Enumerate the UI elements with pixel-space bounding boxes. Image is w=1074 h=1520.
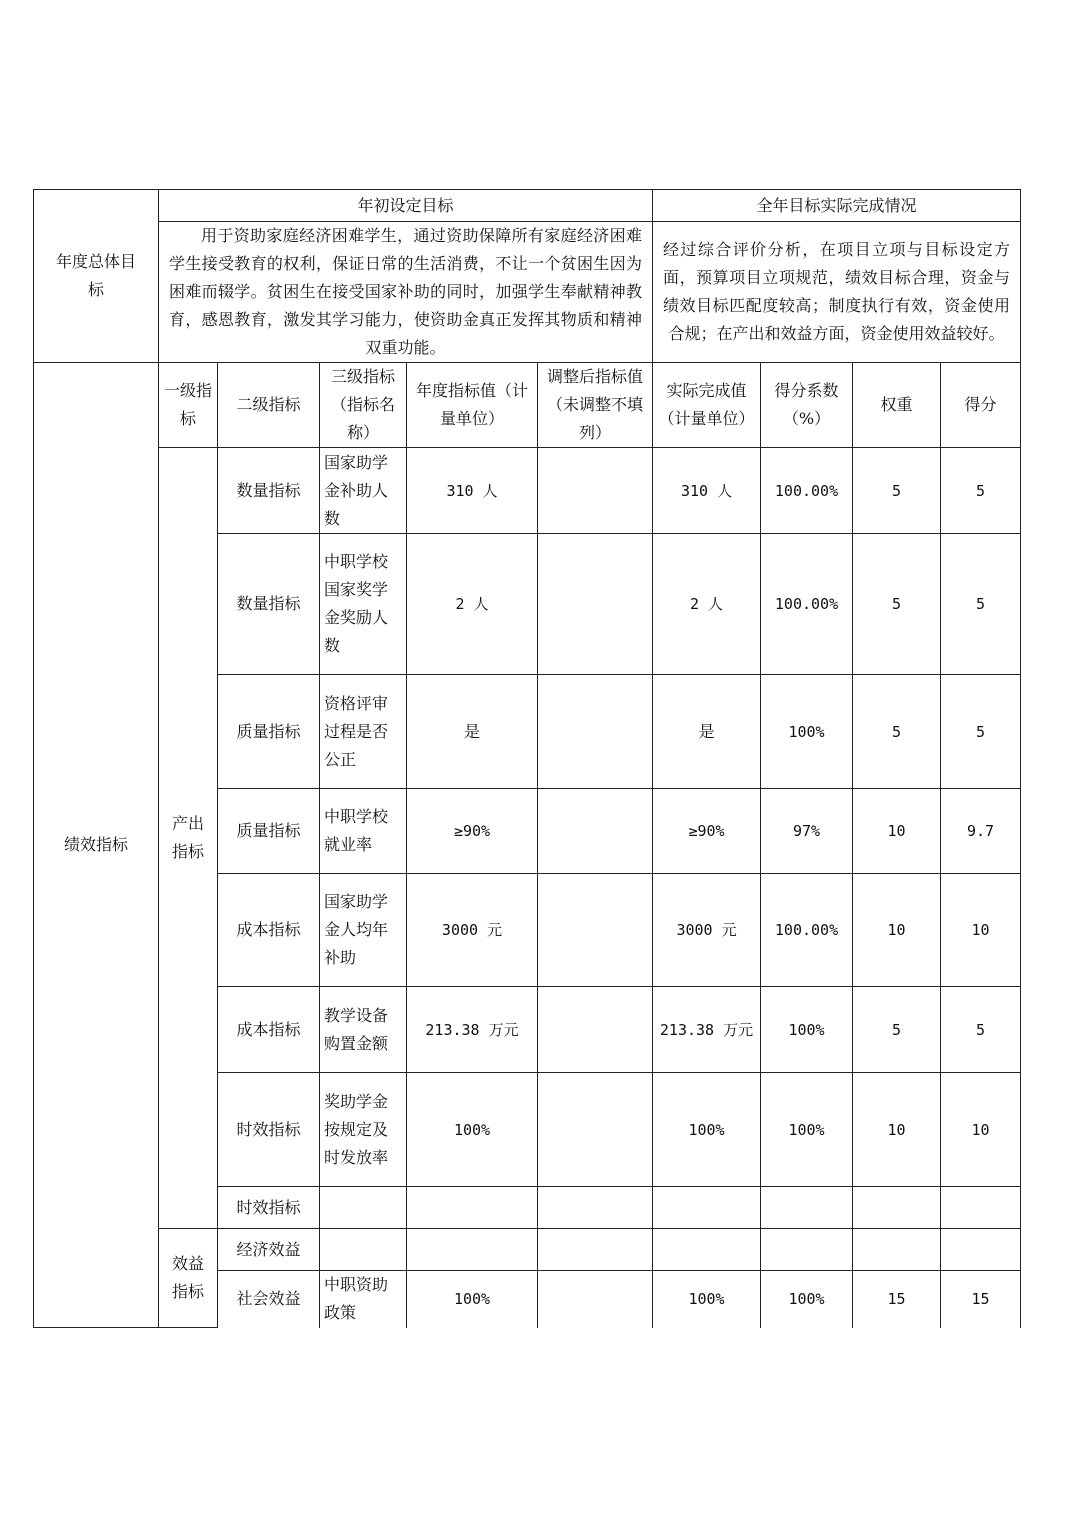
level3-indicator: 中职资助政策: [320, 1271, 407, 1328]
adjusted-target-value: [538, 987, 653, 1073]
adjusted-target-value: [538, 1229, 653, 1271]
score-value: [941, 1187, 1021, 1229]
actual-value: 3000 元: [653, 874, 761, 987]
level3-indicator: [320, 1187, 407, 1229]
score-value: 5: [941, 534, 1021, 675]
header-weight: 权重: [853, 363, 941, 448]
annual-target-value: 100%: [407, 1073, 538, 1187]
header-score-coefficient: 得分系数（%）: [761, 363, 853, 448]
score-coefficient: 100%: [761, 675, 853, 789]
weight-value: 5: [853, 987, 941, 1073]
header-score: 得分: [941, 363, 1021, 448]
level2-indicator: 时效指标: [218, 1073, 320, 1187]
level2-indicator: 成本指标: [218, 987, 320, 1073]
weight-value: 5: [853, 448, 941, 534]
actual-value: 213.38 万元: [653, 987, 761, 1073]
level2-indicator: 质量指标: [218, 789, 320, 874]
level2-indicator: 经济效益: [218, 1229, 320, 1271]
level2-indicator: 成本指标: [218, 874, 320, 987]
score-value: 10: [941, 1073, 1021, 1187]
score-value: 15: [941, 1271, 1021, 1328]
header-annual-value: 年度指标值（计量单位）: [407, 363, 538, 448]
adjusted-target-value: [538, 448, 653, 534]
level3-indicator: [320, 1229, 407, 1271]
actual-value: 是: [653, 675, 761, 789]
actual-value: [653, 1229, 761, 1271]
header-level1: 一级指标: [159, 363, 218, 448]
score-coefficient: 100.00%: [761, 448, 853, 534]
adjusted-target-value: [538, 874, 653, 987]
header-adjusted-value: 调整后指标值（未调整不填列）: [538, 363, 653, 448]
actual-value: 2 人: [653, 534, 761, 675]
output-indicators-label: 产出指标: [159, 448, 218, 1229]
actual-value: 100%: [653, 1073, 761, 1187]
performance-indicators-label: 绩效指标: [34, 363, 159, 1328]
score-value: 5: [941, 675, 1021, 789]
weight-value: 15: [853, 1271, 941, 1328]
actual-completion-text: 经过综合评价分析，在项目立项与目标设定方面，预算项目立项规范，绩效目标合理，资金与绩效目标匹配度较高；制度执行有效，资金使用合规；在产出和效益方面，资金使用效益较好。: [653, 222, 1021, 363]
indicator-row: [34, 448, 1021, 534]
level3-indicator: 国家助学金补助人数: [320, 448, 407, 534]
score-coefficient: 100%: [761, 1073, 853, 1187]
level3-indicator: 资格评审过程是否公正: [320, 675, 407, 789]
weight-value: [853, 1229, 941, 1271]
performance-table: [33, 189, 1021, 1328]
score-value: 5: [941, 987, 1021, 1073]
actual-completion-header: 全年目标实际完成情况: [653, 190, 1021, 222]
annual-target-value: 2 人: [407, 534, 538, 675]
actual-value: ≥90%: [653, 789, 761, 874]
level2-indicator: 数量指标: [218, 448, 320, 534]
level2-indicator: 社会效益: [218, 1271, 320, 1328]
weight-value: 10: [853, 1073, 941, 1187]
adjusted-target-value: [538, 789, 653, 874]
weight-value: 5: [853, 675, 941, 789]
initial-goal-text: 用于资助家庭经济困难学生，通过资助保障所有家庭经济困难学生接受教育的权利，保证日常的生活消费，不让一个贫困生因为困难而辍学。贫困生在接受国家补助的同时，加强学生奉献精神教育，感恩教育，激发其学习能力，使资助金真正发挥其物质和精神双重功能。: [159, 222, 653, 363]
adjusted-target-value: [538, 1187, 653, 1229]
header-actual-value: 实际完成值（计量单位）: [653, 363, 761, 448]
annual-target-value: [407, 1229, 538, 1271]
level2-indicator: 质量指标: [218, 675, 320, 789]
weight-value: 10: [853, 874, 941, 987]
level2-indicator: 数量指标: [218, 534, 320, 675]
indicator-row: [34, 1229, 1021, 1271]
annual-target-value: [407, 1187, 538, 1229]
adjusted-target-value: [538, 534, 653, 675]
adjusted-target-value: [538, 675, 653, 789]
score-coefficient: [761, 1229, 853, 1271]
benefit-indicators-label: 效益指标: [159, 1229, 218, 1328]
initial-goal-header: 年初设定目标: [159, 190, 653, 222]
annual-target-value: 213.38 万元: [407, 987, 538, 1073]
actual-value: [653, 1187, 761, 1229]
annual-target-value: 是: [407, 675, 538, 789]
score-value: [941, 1229, 1021, 1271]
actual-value: 100%: [653, 1271, 761, 1328]
weight-value: [853, 1187, 941, 1229]
header-level2: 二级指标: [218, 363, 320, 448]
level3-indicator: 中职学校国家奖学金奖励人数: [320, 534, 407, 675]
annual-target-value: ≥90%: [407, 789, 538, 874]
score-coefficient: 100.00%: [761, 534, 853, 675]
level3-indicator: 国家助学金人均年补助: [320, 874, 407, 987]
adjusted-target-value: [538, 1073, 653, 1187]
annual-target-value: 100%: [407, 1271, 538, 1328]
overall-goal-label: 年度总体目标: [34, 190, 159, 363]
annual-target-value: 3000 元: [407, 874, 538, 987]
level3-indicator: 中职学校就业率: [320, 789, 407, 874]
score-value: 9.7: [941, 789, 1021, 874]
score-value: 10: [941, 874, 1021, 987]
actual-value: 310 人: [653, 448, 761, 534]
adjusted-target-value: [538, 1271, 653, 1328]
score-coefficient: 100.00%: [761, 874, 853, 987]
score-value: 5: [941, 448, 1021, 534]
header-level3: 三级指标（指标名称）: [320, 363, 407, 448]
score-coefficient: 100%: [761, 987, 853, 1073]
score-coefficient: 100%: [761, 1271, 853, 1328]
annual-target-value: 310 人: [407, 448, 538, 534]
weight-value: 5: [853, 534, 941, 675]
score-coefficient: 97%: [761, 789, 853, 874]
level3-indicator: 奖助学金按规定及时发放率: [320, 1073, 407, 1187]
level2-indicator: 时效指标: [218, 1187, 320, 1229]
weight-value: 10: [853, 789, 941, 874]
level3-indicator: 教学设备购置金额: [320, 987, 407, 1073]
score-coefficient: [761, 1187, 853, 1229]
